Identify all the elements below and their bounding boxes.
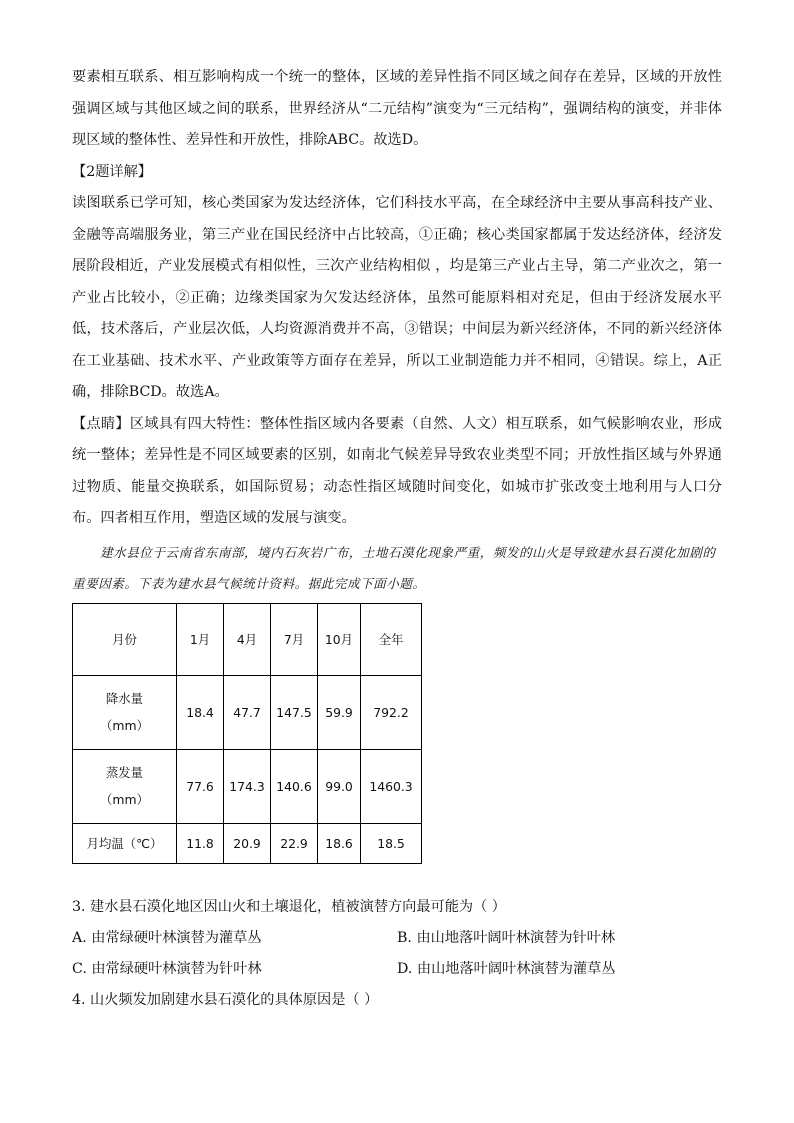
table-row — [73, 823, 422, 863]
table-cell: 140.6 — [271, 749, 318, 823]
header-cell: 7月 — [271, 603, 318, 675]
option-c[interactable]: C. 由常绿硬叶林演替为针叶林 — [72, 960, 262, 977]
table-row — [73, 675, 422, 749]
question-3-options — [72, 923, 722, 985]
table-cell: 99.0 — [318, 749, 361, 823]
table-cell: 77.6 — [177, 749, 224, 823]
tip-text: 区域具有四大特性：整体性指区域内各要素（自然、人文）相互联系，如气候影响农业，形成统一整体；差异性是不同区域要素的区别，如南北气候差异导致农业类型不同；开放性指区域与外界通过物质、能量交换联系，如国际贸易；动态性指区域随时间变化，如城市扩张改变土地利用与人口分布。四者相互作用，塑造区域的发展与演变。 — [72, 415, 722, 526]
option-a[interactable]: A. 由常绿硬叶林演替为灌草丛 — [72, 929, 262, 946]
question-2-heading: 【2题详解】 — [72, 163, 152, 180]
tip-label: 【点睛】 — [72, 415, 130, 432]
table-cell: 18.4 — [177, 675, 224, 749]
table-cell: 1460.3 — [361, 749, 422, 823]
table-cell: 174.3 — [224, 749, 271, 823]
table-cell: 792.2 — [361, 675, 422, 749]
header-cell: 1月 — [177, 603, 224, 675]
table-header-row — [73, 603, 422, 675]
header-cell: 4月 — [224, 603, 271, 675]
table-cell: 59.9 — [318, 675, 361, 749]
table-cell: 20.9 — [224, 823, 271, 863]
table-cell: 11.8 — [177, 823, 224, 863]
table-cell: 47.7 — [224, 675, 271, 749]
table-cell: 147.5 — [271, 675, 318, 749]
question-3-stem: 3. 建水县石漠化地区因山火和土壤退化，植被演替方向最可能为（ ） — [72, 898, 506, 915]
material-intro: 建水县位于云南省东南部，境内石灰岩广布，土地石漠化现象严重，频发的山火是导致建水县石漠化加剧的重要因素。下表为建水县气候统计资料。据此完成下面小题。 — [72, 544, 716, 591]
row-label: 蒸发量（mm） — [73, 749, 177, 823]
table-cell: 18.6 — [318, 823, 361, 863]
answer-paragraph-1: 要素相互联系、相互影响构成一个统一的整体，区域的差异性指不同区域之间存在差异，区域的开放性强调区域与其他区域之间的联系，世界经济从“二元结构”演变为“三元结构”，强调结构的演变，并非体现区域的整体性、差异性和开放性，排除ABC。故选D。 — [72, 69, 722, 148]
table-cell: 18.5 — [361, 823, 422, 863]
table-row — [73, 749, 422, 823]
tip-paragraph — [72, 409, 722, 535]
question-4-stem: 4. 山火频发加剧建水县石漠化的具体原因是（ ） — [72, 991, 379, 1008]
option-b[interactable]: B. 由山地落叶阔叶林演替为针叶林 — [397, 929, 616, 946]
option-d[interactable]: D. 由山地落叶阔叶林演替为灌草丛 — [397, 960, 616, 977]
header-cell: 月份 — [73, 603, 177, 675]
climate-table — [72, 603, 422, 864]
row-label: 降水量（mm） — [73, 675, 177, 749]
header-cell: 全年 — [361, 603, 422, 675]
answer-paragraph-2: 读图联系已学可知，核心类国家为发达经济体，它们科技水平高，在全球经济中主要从事高科技产业、金融等高端服务业，第三产业在国民经济中占比较高，①正确；核心类国家都属于发达经济体，经济发展阶段相近，产业发展模式有相似性，三次产业结构相似 ，均是第三产业占主导，第二产业次之，第一产业占比较小，②正确；边缘类国家为欠发达经济体，虽然可能原料相对充足，但由于经济发展水平低，技术落后，产业层次低，人均资源消费并不高，③错误；中间层为新兴经济体，不同的新兴经济体在工业基础、技术水平、产业政策等方面存在差异，所以工业制造能力并不相同，④错误。综上，A正确，排除BCD。故选A。 — [72, 195, 722, 400]
document-page — [72, 62, 722, 1016]
table-cell: 22.9 — [271, 823, 318, 863]
header-cell: 10月 — [318, 603, 361, 675]
row-label: 月均温（℃） — [73, 823, 177, 863]
